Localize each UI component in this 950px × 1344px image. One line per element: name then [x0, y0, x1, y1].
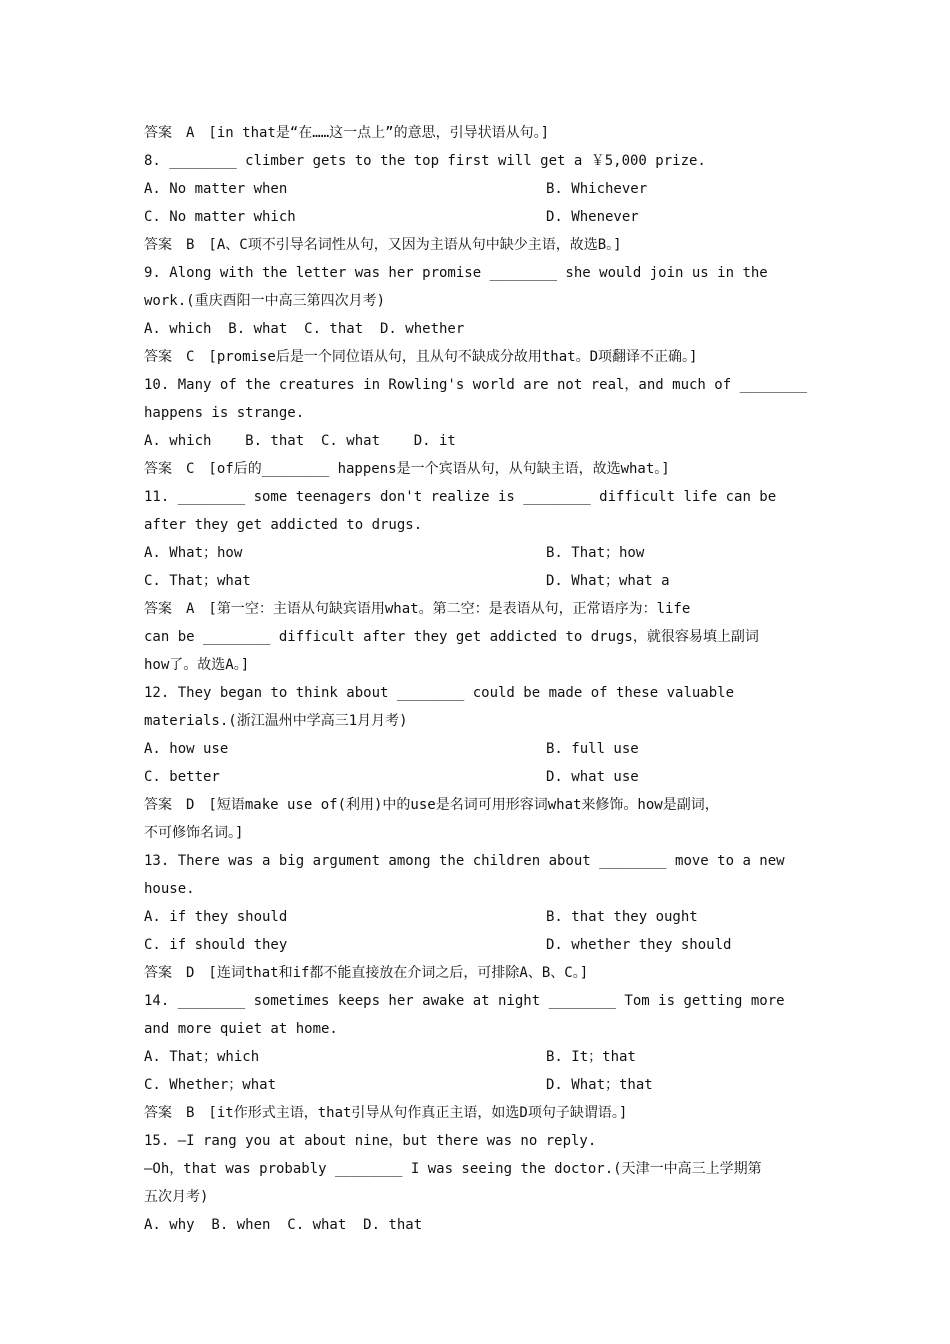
option-c: C. That；what — [144, 573, 251, 589]
question-8-stem: 8. ________ climber gets to the top first will get a ￥5,000 prize. — [144, 153, 706, 169]
answer-11-line3: how了。故选A。] — [144, 657, 250, 673]
question-13-options-row2 — [144, 931, 808, 959]
question-14-stem-line2: and more quiet at home. — [144, 1021, 338, 1037]
option-c: C. No matter which — [144, 209, 296, 225]
question-14-options-row2 — [144, 1071, 808, 1099]
document-page — [144, 119, 808, 1239]
option-d: D. what use — [546, 769, 639, 785]
question-10-options: A. which B. that C. what D. it — [144, 433, 456, 449]
option-d: D. What；what a — [546, 573, 670, 589]
question-10-stem-line2: happens is strange. — [144, 405, 305, 421]
question-11-options-row1 — [144, 539, 808, 567]
answer-11-line1: 答案 A [第一空：主语从句缺宾语用what。第二空：是表语从句，正常语序为：life — [144, 601, 691, 617]
question-15-stem-line2: —Oh，that was probably ________ I was seeing the doctor.(天津一中高三上学期第 — [144, 1161, 762, 1177]
question-12-options-row2 — [144, 763, 808, 791]
question-13-options-row1 — [144, 903, 808, 931]
option-a: A. No matter when — [144, 181, 288, 197]
question-14-options-row1 — [144, 1043, 808, 1071]
answer-14: 答案 B [it作形式主语，that引导从句作真正主语，如选D项句子缺谓语。] — [144, 1105, 628, 1121]
option-b: B. full use — [546, 741, 639, 757]
option-b: B. That；how — [546, 545, 645, 561]
question-14-stem-line1: 14. ________ sometimes keeps her awake at night ________ Tom is getting more — [144, 993, 785, 1009]
question-11-stem-line2: after they get addicted to drugs. — [144, 517, 423, 533]
question-9-options: A. which B. what C. that D. whether — [144, 321, 465, 337]
question-10-stem-line1: 10. Many of the creatures in Rowling's world are not real，and much of ________ — [144, 377, 808, 393]
option-a: A. What；how — [144, 545, 243, 561]
option-d: D. whether they should — [546, 937, 732, 953]
answer-7: 答案 A [in that是“在……这一点上”的意思，引导状语从句。] — [144, 125, 550, 141]
answer-8: 答案 B [A、C项不引导名词性从句，又因为主语从句中缺少主语，故选B。] — [144, 237, 622, 253]
option-b: B. Whichever — [546, 181, 648, 197]
option-d: D. Whenever — [546, 209, 639, 225]
option-a: A. how use — [144, 741, 229, 757]
answer-12-line1: 答案 D [短语make use of(利用)中的use是名词可用形容词what来修饰。how是副词， — [144, 797, 719, 813]
option-c: C. Whether；what — [144, 1077, 277, 1093]
option-c: C. better — [144, 769, 220, 785]
option-d: D. What；that — [546, 1077, 653, 1093]
answer-11-line2: can be ________ difficult after they get addicted to drugs，就很容易填上副词 — [144, 629, 759, 645]
question-15-stem-line3: 五次月考) — [144, 1189, 209, 1205]
question-11-stem-line1: 11. ________ some teenagers don't realize is ________ difficult life can be — [144, 489, 777, 505]
question-12-stem-line1: 12. They began to think about ________ could be made of these valuable — [144, 685, 735, 701]
question-8-options-row1 — [144, 175, 808, 203]
question-12-options-row1 — [144, 735, 808, 763]
option-a: A. That；which — [144, 1049, 260, 1065]
option-a: A. if they should — [144, 909, 288, 925]
answer-10: 答案 C [of后的________ happens是一个宾语从句，从句缺主语，故选what。] — [144, 461, 670, 477]
question-11-options-row2 — [144, 567, 808, 595]
question-12-stem-line2: materials.(浙江温州中学高三1月月考) — [144, 713, 408, 729]
option-b: B. It；that — [546, 1049, 636, 1065]
option-b: B. that they ought — [546, 909, 698, 925]
question-13-stem-line1: 13. There was a big argument among the children about ________ move to a new — [144, 853, 785, 869]
answer-13: 答案 D [连词that和if都不能直接放在介词之后，可排除A、B、C。] — [144, 965, 589, 981]
option-c: C. if should they — [144, 937, 288, 953]
answer-9: 答案 C [promise后是一个同位语从句，且从句不缺成分故用that。D项翻译不正确。] — [144, 349, 698, 365]
question-8-options-row2 — [144, 203, 808, 231]
question-9-stem-line1: 9. Along with the letter was her promise ________ she would join us in the — [144, 265, 768, 281]
question-15-options: A. why B. when C. what D. that — [144, 1217, 423, 1233]
question-9-stem-line2: work.(重庆酉阳一中高三第四次月考) — [144, 293, 386, 309]
question-15-stem-line1: 15. —I rang you at about nine，but there was no reply. — [144, 1133, 597, 1149]
answer-12-line2: 不可修饰名词。] — [144, 825, 244, 841]
question-13-stem-line2: house. — [144, 881, 195, 897]
